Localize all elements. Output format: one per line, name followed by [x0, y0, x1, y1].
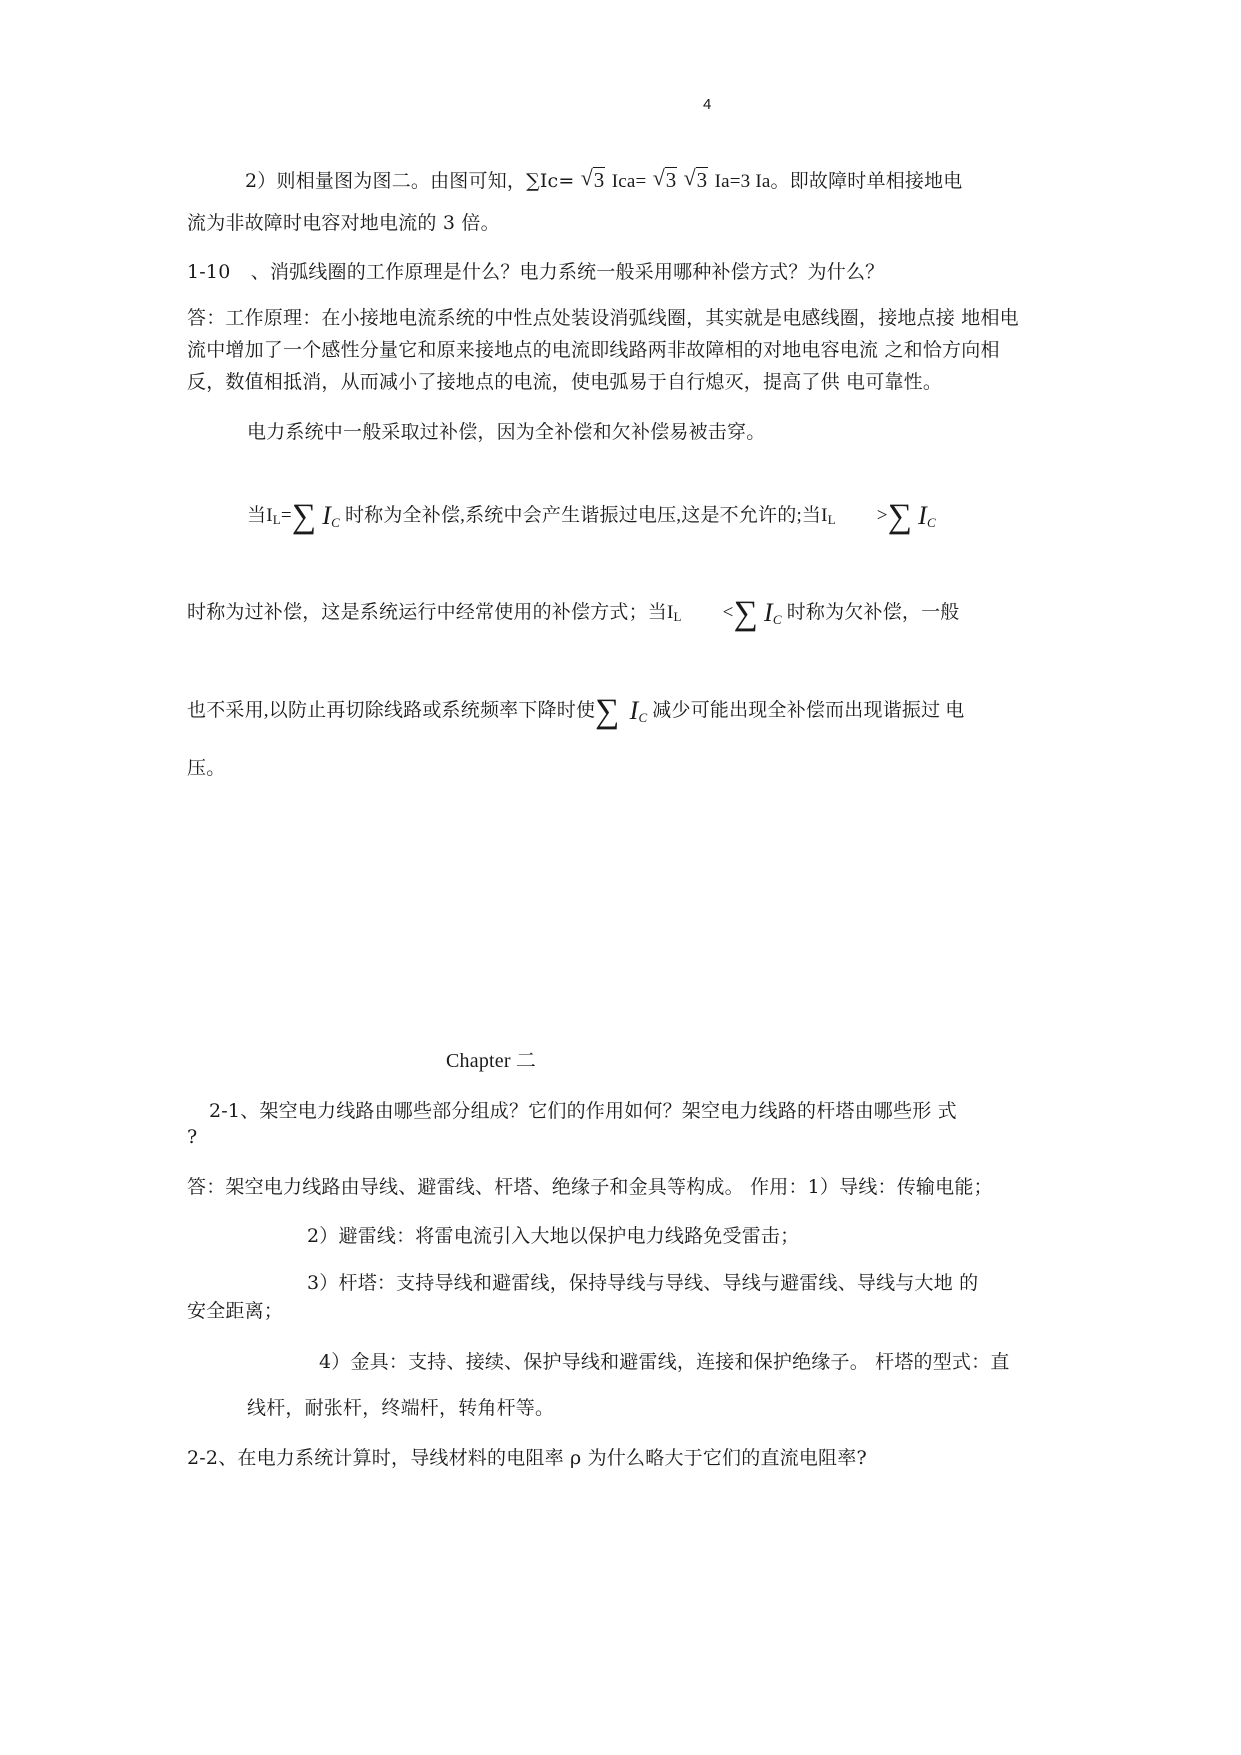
answer-2-1-line-2: 2）避雷线：将雷电流引入大地以保护电力线路免受雷击；	[307, 1225, 800, 1247]
full-compensation-line: 当IL=∑ $I_C$ 时称为全补偿,系统中会产生谐振过电压,这是不允许的;当IL >∑ $I_C$	[247, 498, 936, 535]
under-compensation-line-end: 压。	[187, 757, 226, 779]
full-compensation-text: 时称为全补偿,系统中会产生谐振过电压,这是不允许的;当I	[344, 505, 828, 526]
answer-1-10-line-2: 流中增加了一个感性分量它和原来接地点的电流即线路两非故障相的对地电容电流 之和恰方向相	[187, 339, 1000, 361]
sum-symbol: ∑	[733, 595, 759, 632]
sqrt-3-symbol: √ 3	[683, 165, 708, 192]
sum-symbol: ∑	[595, 693, 620, 730]
chapter-heading: Chapter 二	[446, 1050, 537, 1072]
sqrt-3-symbol: √ 3	[580, 165, 605, 192]
page-number: 4	[703, 96, 712, 113]
under-compensation-text: 时称为欠补偿，一般	[786, 602, 960, 623]
phasor-paragraph-line-2: 流为非故障时电容对地电流的 3 倍。	[187, 212, 500, 234]
answer-2-1-line-5: 4）金具：支持、接续、保护导线和避雷线，连接和保护绝缘子。 杆塔的型式：直	[319, 1351, 1010, 1373]
answer-2-1-line-6: 线杆，耐张杆，终端杆，转角杆等。	[247, 1397, 555, 1419]
under-compensation-text-a: 也不采用,以防止再切除线路或系统频率下降时使	[187, 700, 596, 721]
answer-2-1-line-4: 安全距离；	[187, 1300, 284, 1322]
answer-1-10-line-4: 电力系统中一般采取过补偿，因为全补偿和欠补偿易被击穿。	[247, 421, 766, 443]
sum-symbol: ∑	[291, 498, 317, 535]
question-2-1-line-2: ?	[187, 1126, 198, 1148]
phasor-text-a: 2）则相量图为图二。由图可知，∑Ic=	[245, 170, 575, 192]
question-text: 、消弧线圈的工作原理是什么？电力系统一般采用哪种补偿方式？为什么？	[250, 261, 885, 283]
under-compensation-text-b: 减少可能出现全补偿而出现谐振过 电	[652, 700, 965, 721]
sqrt-3-symbol: √ 3	[652, 165, 677, 192]
question-2-2: 2-2、在电力系统计算时，导线材料的电阻率 ρ 为什么略大于它们的直流电阻率?	[187, 1447, 867, 1469]
question-1-10	[187, 259, 884, 285]
phasor-paragraph-line-1	[245, 167, 963, 195]
answer-2-1-line-3: 3）杆塔：支持导线和避雷线，保持导线与导线、导线与避雷线、导线与大地 的	[307, 1272, 979, 1294]
phasor-text-c: Ia=3 Ia。即故障时单相接地电	[714, 171, 963, 192]
phasor-text-b: Ica=	[611, 171, 647, 192]
answer-1-10-line-3: 反，数值相抵消，从而减小了接地点的电流，使电弧易于自行熄灭，提高了供 电可靠性。	[187, 371, 943, 393]
over-compensation-text: 时称为过补偿，这是系统运行中经常使用的补偿方式；当I	[187, 602, 674, 623]
question-2-1-line-1: 2-1、架空电力线路由哪些部分组成？它们的作用如何？架空电力线路的杆塔由哪些形 式	[209, 1100, 957, 1122]
question-number: 1-10	[187, 261, 231, 283]
answer-1-10-line-1: 答：工作原理：在小接地电流系统的中性点处装设消弧线圈，其实就是电感线圈，接地点接 地相电	[187, 307, 1019, 329]
sum-symbol: ∑	[887, 498, 913, 535]
answer-2-1-line-1: 答：架空电力线路由导线、避雷线、杆塔、绝缘子和金具等构成。 作用：1）导线：传输电能；	[187, 1176, 993, 1198]
il-label: 当I	[247, 505, 273, 526]
over-compensation-line: 时称为过补偿，这是系统运行中经常使用的补偿方式；当IL <∑ $I_C$ 时称为欠补偿，一般	[187, 595, 960, 632]
under-compensation-line: 也不采用,以防止再切除线路或系统频率下降时使∑ $I_C$ 减少可能出现全补偿而出现谐振过 电	[187, 693, 965, 730]
